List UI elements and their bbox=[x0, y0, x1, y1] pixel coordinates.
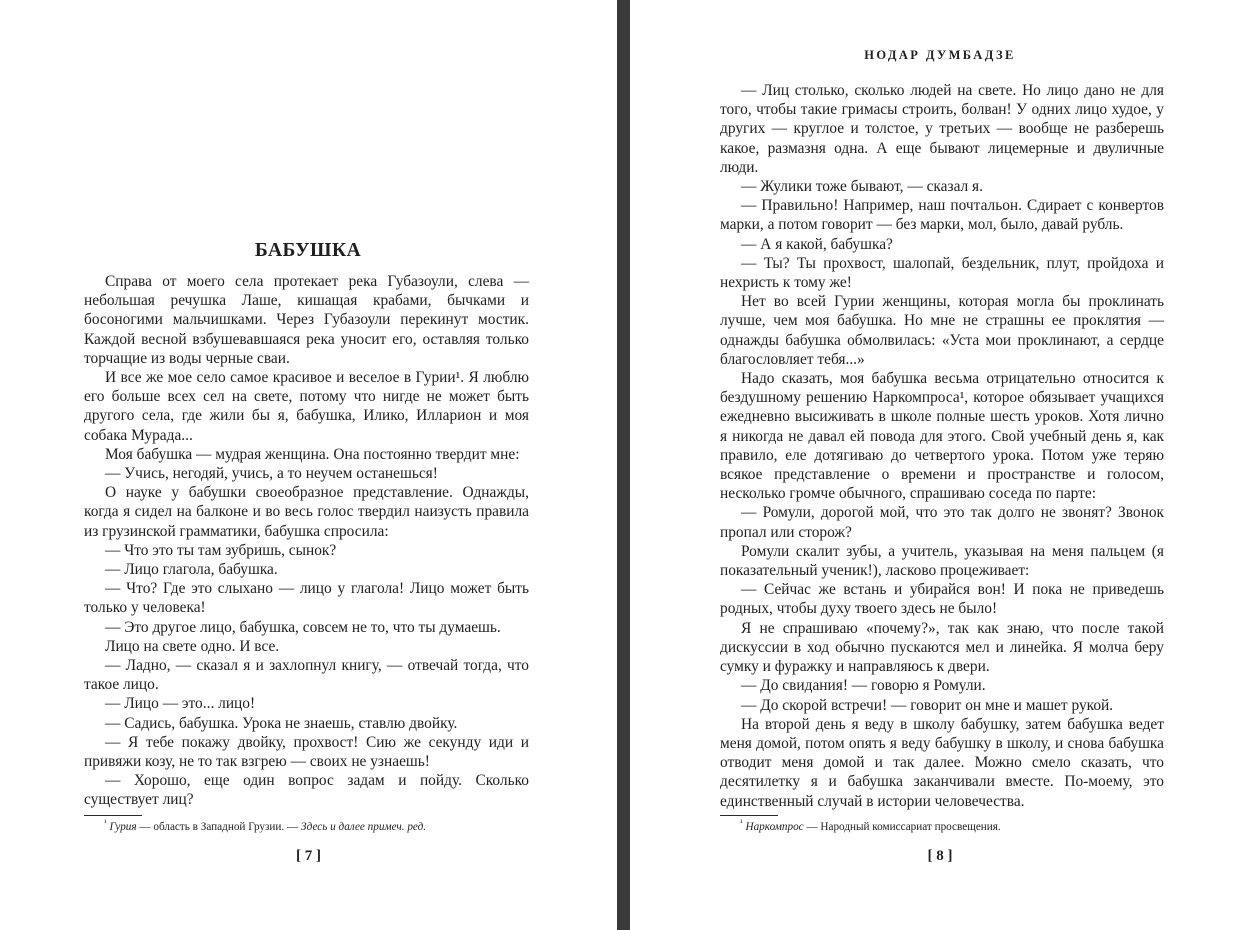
paragraph: — Я тебе покажу двойку, прохвост! Сию же секунду иди и привяжи козу, не то так взгрею — своих не узнаешь! bbox=[84, 733, 529, 771]
left-page bbox=[0, 0, 617, 930]
footnote-mark: ¹ bbox=[740, 817, 743, 828]
paragraph: — Садись, бабушка. Урока не знаешь, ставлю двойку. bbox=[105, 714, 458, 732]
paragraph: На второй день я веду в школу бабушку, затем бабушка ведет меня домой, потом опять я веду бабушку в школу, и снова бабушка отводит меня домой и так далее. Можно смело сказать, что десятилетку я и бабушка заканчивали вместе. По-моему, это единственный случай в истории человечества. bbox=[720, 715, 1164, 810]
footnote-rule bbox=[84, 815, 142, 816]
paragraph: — Лицо — это... лицо! bbox=[105, 695, 256, 713]
paragraph: Справа от моего села протекает река Губазоули, слева — небольшая речушка Лаше, кишащая крабами, бычками и босоногими мальчишками. Через Губазоули перекинут мостик. Каждой весной взбушевавшаяся река уносит его, оставляя только торчащие из воды черные сваи. bbox=[84, 273, 529, 367]
footnote-term: Наркомпрос bbox=[745, 821, 804, 833]
footnote-editor-note: Здесь и далее примеч. ред. bbox=[300, 821, 427, 833]
chapter-title: БАБУШКА bbox=[254, 240, 362, 261]
running-head: НОДАР ДУМБАДЗЕ bbox=[864, 48, 1016, 62]
paragraph: Моя бабушка — мудрая женщина. Она постоянно твердит мне: bbox=[105, 445, 520, 463]
footnote-mark: ¹ bbox=[104, 817, 107, 828]
page-number: [ 8 ] bbox=[927, 848, 953, 864]
paragraph: — Жулики тоже бывают, — сказал я. bbox=[741, 178, 983, 196]
footnote bbox=[720, 817, 1164, 834]
paragraph: Ромули скалит зубы, а учитель, указывая на меня пальцем (я показательный ученик!), ласково процеживает: bbox=[720, 542, 1164, 580]
paragraph: — До скорой встречи! — говорит он мне и машет рукой. bbox=[741, 696, 1114, 714]
paragraph: — Ладно, — сказал я и захлопнул книгу, — отвечай тогда, что такое лицо. bbox=[84, 657, 529, 694]
paragraph: О науке у бабушки своеобразное представление. Однажды, когда я сидел на балконе и во весь голос твердил наизусть правила из грузинской грамматики, бабушка спросила: bbox=[84, 484, 529, 540]
paragraph: — Ромули, дорогой мой, что это так долго не звонят? Звонок пропал или сторож? bbox=[720, 504, 1164, 541]
footnote-term: Гурия bbox=[109, 821, 137, 833]
footnote-text: — область в Западной Грузии. — bbox=[136, 821, 301, 833]
paragraph: — Лицо глагола, бабушка. bbox=[105, 561, 278, 579]
paragraph: Нет во всей Гурии женщины, которая могла бы проклинать лучше, чем моя бабушка. Но мне не страшны ее проклятия — однажды бабушка обмолвилась: «Уста мои проклинают, а сердце благословляет тебя...» bbox=[720, 293, 1164, 368]
paragraph: — Хорошо, еще один вопрос задам и пойду. Сколько существует лиц? bbox=[84, 772, 529, 809]
paragraph: И все же мое село самое красивое и веселое в Гурии¹. Я люблю его больше всех сел на свете, потому что нигде не может быть другого села, где жили бы я, бабушка, Илико, Илларион и моя собака Мурада... bbox=[84, 369, 529, 444]
paragraph: — А я какой, бабушка? bbox=[741, 235, 893, 253]
paragraph: — Это другое лицо, бабушка, совсем не то, что ты думаешь. bbox=[105, 618, 501, 636]
paragraph: — До свидания! — говорю я Ромули. bbox=[741, 677, 986, 695]
footnote-text: — Народный комиссариат просвещения. bbox=[803, 821, 1001, 833]
paragraph: Я не спрашиваю «почему?», так как знаю, что после такой дискуссии в ход обычно пускаются мел и линейка. Я молча беру сумку и фуражку и направляюсь к двери. bbox=[720, 619, 1164, 676]
paragraph: — Сейчас же встань и убирайся вон! И пока не приведешь родных, чтобы духу твоего здесь не было! bbox=[720, 581, 1164, 618]
paragraph: — Лиц столько, сколько людей на свете. Но лицо дано не для того, чтобы такие гримасы строить, болван! У одних лицо худое, у других — круглое и толстое, у третьих — вообще не разберешь какое, размазня одна. А еще бывают лицемерные и двуличные люди. bbox=[720, 82, 1164, 176]
paragraph: — Что это ты там зубришь, сынок? bbox=[105, 541, 337, 559]
page-number: [ 7 ] bbox=[296, 848, 321, 864]
right-page bbox=[630, 0, 1250, 930]
paragraph: Надо сказать, моя бабушка весьма отрицательно относится к бездушному решению Наркомпроса¹, которое обязывает учащихся ежедневно высиживать в школе полные шесть уроков. Хотя лично я никогда не давал ей повода для этого. Свой учебный день я, как правило, еле дотягиваю до четвертого урока. Потом уже теряю всякое представление о времени и пространстве и голосом, несколько громче обычного, спрашиваю соседа по парте: bbox=[720, 370, 1164, 503]
footnote-rule bbox=[720, 815, 778, 816]
footnote bbox=[84, 817, 529, 834]
paragraph: — Правильно! Например, наш почтальон. Сдирает с конвертов марки, а потом говорит — без марки, мол, было, давай рубль. bbox=[720, 197, 1164, 234]
right-body-text bbox=[720, 81, 1164, 811]
paragraph: Лицо на свете одно. И все. bbox=[105, 637, 280, 655]
paragraph: — Ты? Ты прохвост, шалопай, бездельник, плут, пройдоха и нехристь к тому же! bbox=[720, 254, 1164, 292]
paragraph: — Учись, негодяй, учись, а то неучем останешься! bbox=[105, 465, 438, 483]
left-body-text bbox=[84, 272, 529, 810]
book-spine bbox=[617, 0, 630, 930]
paragraph: — Что? Где это слыхано — лицо у глагола! Лицо может быть только у человека! bbox=[84, 580, 529, 617]
